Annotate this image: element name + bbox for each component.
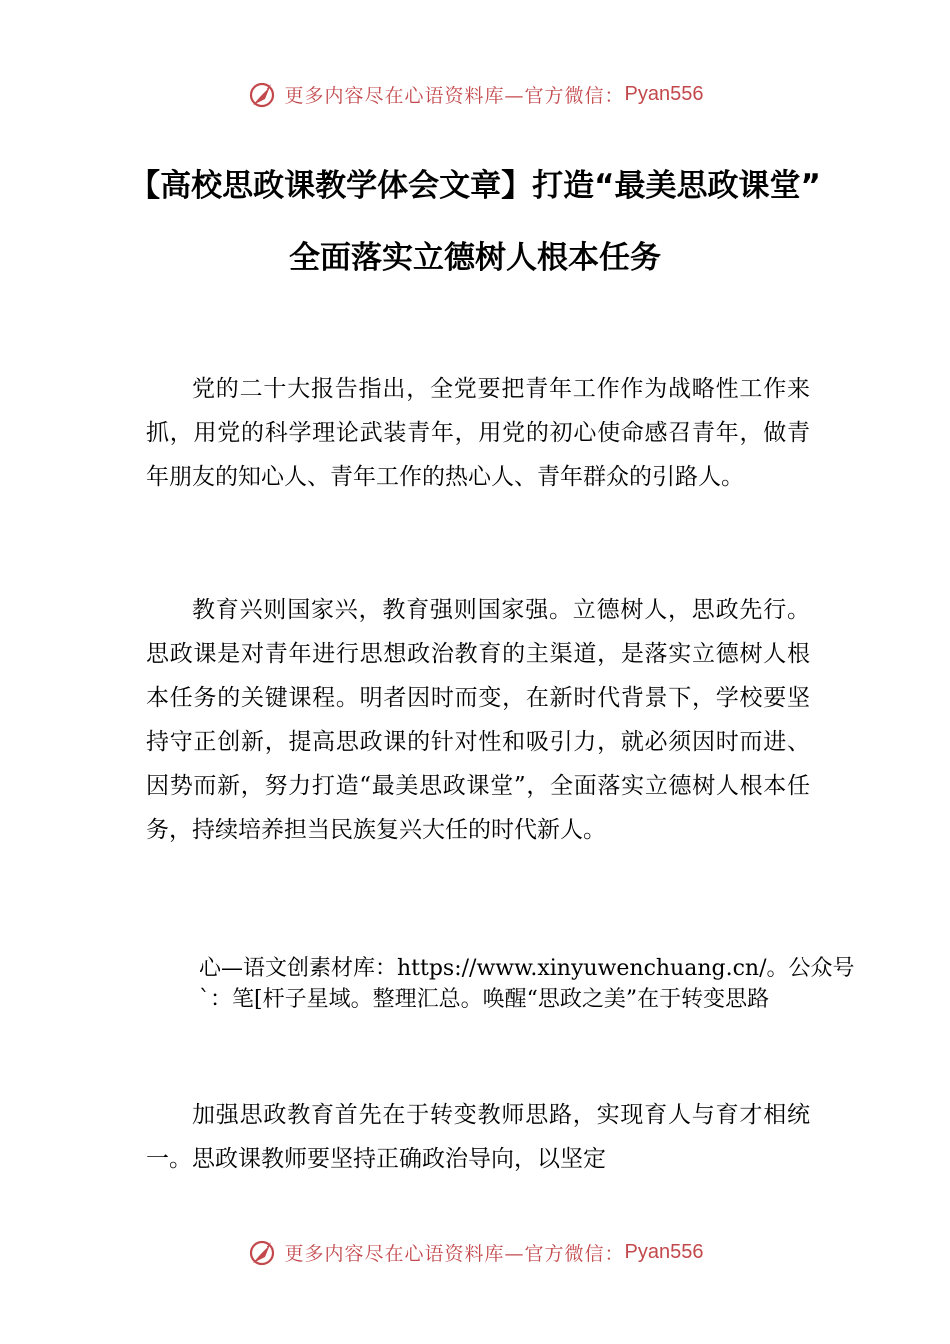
banner-contact: Pyan556 — [624, 82, 704, 105]
paragraph-2: 教育兴则国家兴，教育强则国家强。立德树人，思政先行。思政课是对青年进行思想政治教育的主渠道，是落实立德树人根本任务的关键课程。明者因时而变，在新时代背景下，学校要坚持守正创新，提高思政课的针对性和吸引力，就必须因时而进、因势而新，努力打造“最美思政课堂”，全面落实立德树人根本任务，持续培养担当民族复兴大任的时代新人。 — [146, 597, 810, 843]
paragraph-1: 党的二十大报告指出，全党要把青年工作作为战略性工作来抓，用党的科学理论武装青年，用党的初心使命感召青年，做青年朋友的知心人、青年工作的热心人、青年群众的引路人。 — [146, 376, 810, 490]
source-note-paragraph: 心—语文创素材库：https://www.xinyuwenchuang.cn/。公众号`：笔[杆子星域。整理汇总。唤醒“思政之美”在于转变思路 — [199, 956, 855, 1012]
banner-contact: Pyan556 — [624, 1240, 704, 1263]
feather-quill-logo-icon — [247, 1237, 277, 1267]
paragraph-4: 加强思政教育首先在于转变教师思路，实现育人与育才相统一。思政课教师要坚持正确政治导向，以坚定 — [146, 1102, 810, 1172]
header-banner — [0, 74, 950, 114]
banner-text: 更多内容尽在心语资料库—官方微信： — [284, 84, 625, 107]
feather-quill-logo-icon — [247, 79, 277, 109]
footer-banner — [0, 1232, 950, 1272]
banner-text: 更多内容尽在心语资料库—官方微信： — [284, 1242, 625, 1265]
document-title: 【高校思政课教学体会文章】打造“最美思政课堂” 全面落实立德树人根本任务 — [129, 168, 821, 276]
